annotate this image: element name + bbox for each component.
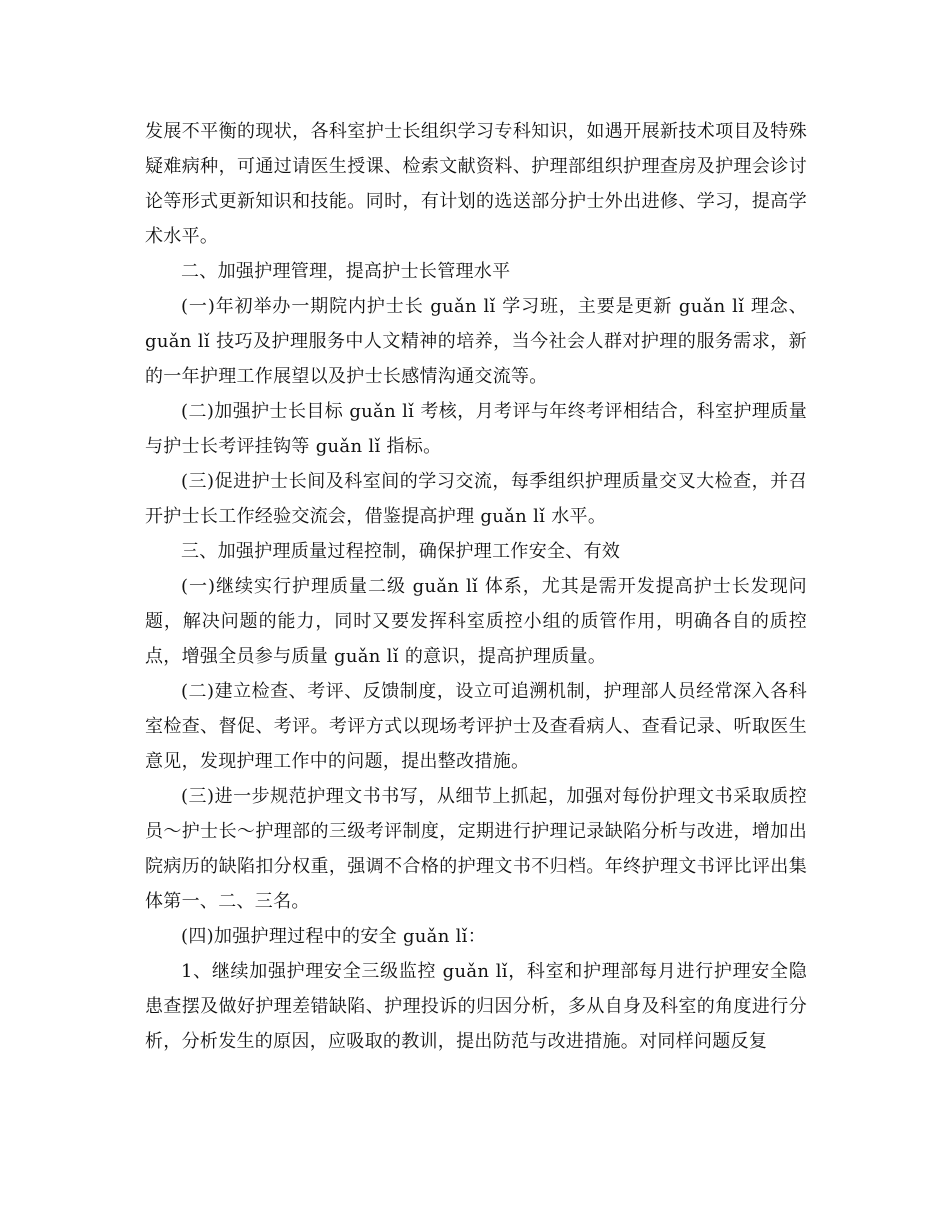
paragraph-3-2: (二)建立检查、考评、反馈制度，设立可追溯机制，护理部人员经常深入各科室检查、督促、考评。考评方式以现场考评护士及查看病人、查看记录、听取医生意见，发现护理工作中的问题，提出整改措施。	[145, 681, 807, 772]
paragraph-3-3: (三)进一步规范护理文书书写，从细节上抓起，加强对每份护理文书采取质控员～护士长～护理部的三级考评制度，定期进行护理记录缺陷分析与改进，增加出院病历的缺陷扣分权重，强调不合格的护理文书不归档。年终护理文书评比评出集体第一、二、三名。	[145, 786, 807, 912]
paragraph-3-4: (四)加强护理过程中的安全 guǎn lǐ：	[181, 926, 487, 947]
paragraph-2-3: (三)促进护士长间及科室间的学习交流，每季组织护理质量交叉大检查，并召开护士长工作经验交流会，借鉴提高护理 guǎn lǐ 水平。	[145, 471, 807, 527]
paragraph-3-1: (一)继续实行护理质量二级 guǎn lǐ 体系，尤其是需开发提高护士长发现问题，解决问题的能力，同时又要发挥科室质控小组的质管作用，明确各自的质控点，增强全员参与质量 guǎn lǐ 的意识，提高护理质量。	[145, 576, 807, 667]
paragraph-3-4-1: 1、继续加强护理安全三级监控 guǎn lǐ，科室和护理部每月进行护理安全隐患查摆及做好护理差错缺陷、护理投诉的归因分析，多从自身及科室的角度进行分析，分析发生的原因，应吸取的教训，提出防范与改进措施。对同样问题反复	[145, 961, 807, 1052]
section-heading-3: 三、加强护理质量过程控制，确保护理工作安全、有效	[181, 541, 621, 562]
section-heading-2: 二、加强护理管理，提高护士长管理水平	[181, 261, 511, 282]
paragraph-2-2: (二)加强护士长目标 guǎn lǐ 考核，月考评与年终考评相结合，科室护理质量与护士长考评挂钩等 guǎn lǐ 指标。	[145, 401, 807, 457]
document-body	[145, 114, 807, 1059]
paragraph-continuation: 发展不平衡的现状，各科室护士长组织学习专科知识，如遇开展新技术项目及特殊疑难病种，可通过请医生授课、检索文献资料、护理部组织护理查房及护理会诊讨论等形式更新知识和技能。同时，有计划的选送部分护士外出进修、学习，提高学术水平。	[145, 121, 807, 247]
paragraph-2-1: (一)年初举办一期院内护士长 guǎn lǐ 学习班，主要是更新 guǎn lǐ 理念、guǎn lǐ 技巧及护理服务中人文精神的培养，当今社会人群对护理的服务需求，新的一年护理工作展望以及护士长感情沟通交流等。	[145, 296, 807, 387]
